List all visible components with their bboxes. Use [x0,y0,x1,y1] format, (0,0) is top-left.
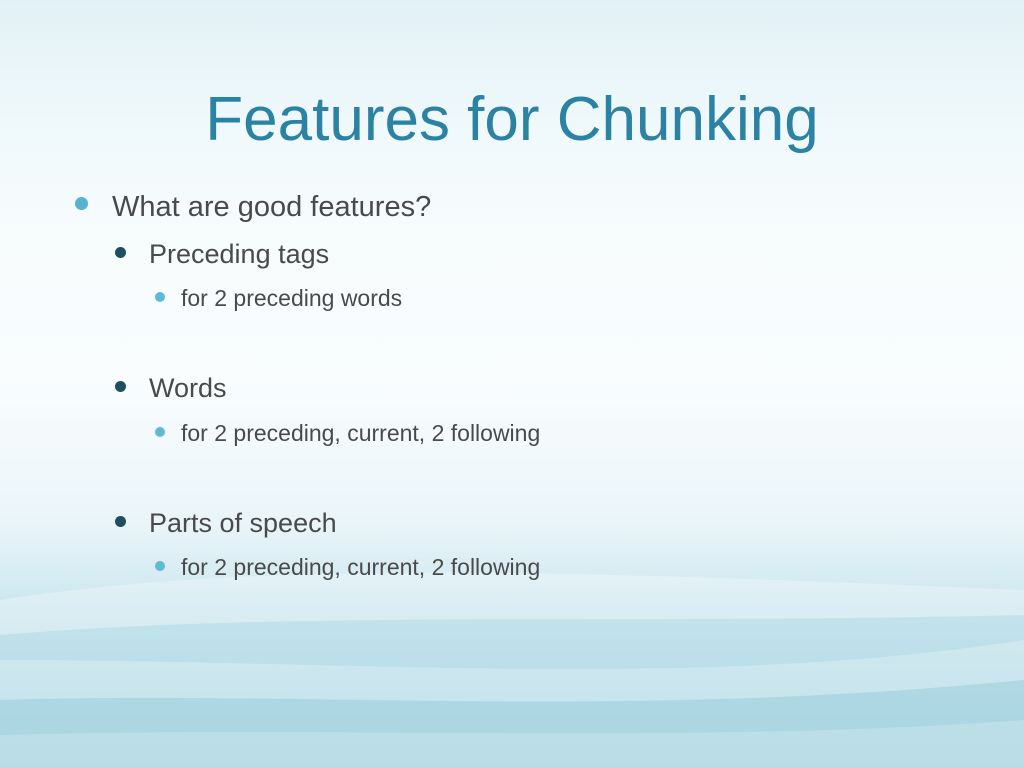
bullet-level3-icon [155,561,165,571]
bullet-level2-icon [115,381,126,392]
bullet-level2-icon [115,247,126,258]
bullet-text-level3: for 2 preceding, current, 2 following [181,420,541,446]
bullet-text-level2: Parts of speech [149,508,337,538]
bullet-text-level1: What are good features? [112,191,432,223]
bullet-text-level2: Preceding tags [149,239,330,269]
bullet-level3-icon [155,427,165,437]
bullet-level3-icon [155,292,165,302]
bullet-text-level3: for 2 preceding, current, 2 following [181,554,541,580]
bullet-level1-icon [75,197,88,210]
bullet-text-level3: for 2 preceding words [181,285,403,311]
slide-title: Features for Chunking [205,85,819,154]
bullet-level2-icon [115,516,126,527]
bullet-text-level2: Words [149,373,227,403]
